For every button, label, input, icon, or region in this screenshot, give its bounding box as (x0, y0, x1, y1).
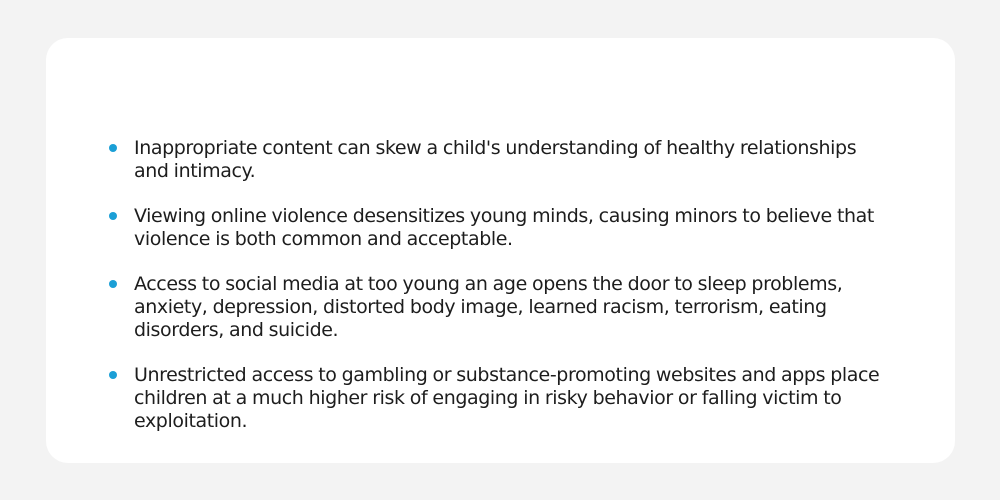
bullet-dot-icon (109, 371, 117, 379)
bullet-text: Inappropriate content can skew a child's understanding of healthy relationships and intimacy. (134, 137, 857, 182)
list-item (46, 273, 955, 342)
list-item (46, 137, 955, 183)
bullet-text: Viewing online violence desensitizes young minds, causing minors to believe that violence is both common and acceptable. (134, 205, 874, 250)
bullet-dot-icon (109, 280, 117, 288)
content-card (46, 38, 955, 463)
risk-bullet-list (46, 137, 955, 455)
bullet-dot-icon (109, 212, 117, 220)
list-item (46, 205, 955, 251)
list-item (46, 364, 955, 433)
bullet-text: Access to social media at too young an age opens the door to sleep problems, anxiety, depression, distorted body image, learned racism, terrorism, eating disorders, and suicide. (134, 273, 843, 341)
bullet-text: Unrestricted access to gambling or substance-promoting websites and apps place children at a much higher risk of engaging in risky behavior or falling victim to exploitation. (134, 364, 880, 432)
bullet-dot-icon (109, 144, 117, 152)
